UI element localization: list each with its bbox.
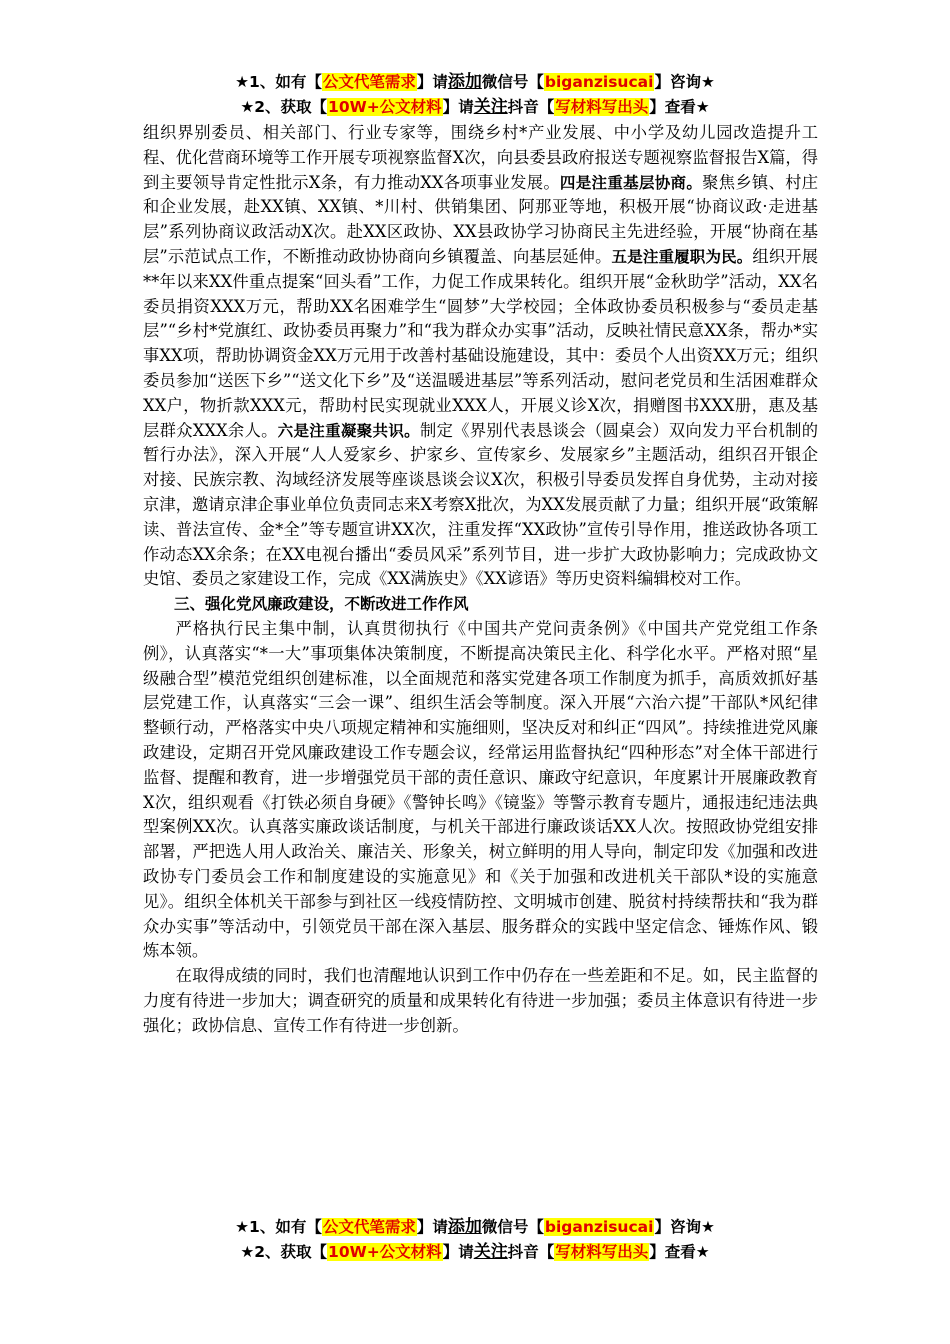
bold-lead: 四是注重基层协商。: [559, 173, 703, 192]
banner-highlight: biganzisucai: [544, 1218, 654, 1236]
banner-highlight: 写材料写出头: [555, 1243, 649, 1261]
banner-highlight: 写材料写出头: [555, 98, 649, 116]
body-text: 制定《界别代表恳谈会（圆桌会）双向发力平台机制的暂行办法》，深入开展“人人爱家乡、护家乡、宣传家乡、发展家乡”主题活动，组织召开银企对接、民族宗教、沟域经济发展等座谈恳谈会议X次，积极引导委员发挥自身优势，主动对接京津，邀请京津企事业单位负责同志来X考察X批次，为XX发展贡献了力量；组织开展“政策解读、普法宣传、金*全”等专题宣讲XX次，注重发挥“XX政协”宣传引导作用，推送政协各项工作动态XX余条；在XX电视台播出“委员风采”系列节目，进一步扩大政协影响力；完成政协文史馆、委员之家建设工作，完成《XX满族史》《XX谚语》等历史资料编辑校对工作。: [143, 420, 818, 589]
banner-underlined: 关注: [473, 97, 508, 117]
paragraph: 在取得成绩的同时，我们也清醒地认识到工作中仍存在一些差距和不足。如，民主监督的力度有待进一步加大；调查研究的质量和成果转化有待进一步加强；委员主体意识有待进一步强化；政协信息、宣传工作有待进一步创新。: [143, 966, 818, 1035]
body-text: 组织界别委员、相关部门、行业专家等，围绕乡村*产业发展、中小学及幼儿园改造提升工程、优化营商环境等工作开展专项视察监督X次，向县委县政府报送专题视察监督报告X篇，得到主要领导肯定性批示X条，有力推动XX各项事业发展。: [143, 123, 818, 192]
banner-text: 】查看★: [649, 1243, 710, 1261]
banner-highlight: 公文代笔需求: [322, 1218, 416, 1236]
footer-banner: [0, 1215, 950, 1265]
banner-text: 】请: [416, 1218, 448, 1236]
banner-highlight: 10W+公文材料: [328, 1243, 442, 1261]
banner-text: 】请: [416, 73, 448, 91]
banner-text: 抖音【: [507, 98, 555, 116]
banner-text: 微信号【: [481, 1218, 544, 1236]
section-heading: 三、强化党风廉政建设，不断改进工作作风: [174, 595, 469, 614]
document-body: [143, 121, 818, 1038]
banner-text: 】请: [442, 1243, 474, 1261]
body-text: 聚焦乡镇、村庄和企业发展，赴XX镇、XX镇、*川村、供销集团、阿那亚等地，积极开展“协商议政·走进基层”系列协商议政活动X次。赴XX区政协、XX县政协学习协商民主先进经验，开展“协商在基层”示范试点工作，不断推动政协协商向乡镇覆盖、向基层延伸。: [143, 172, 818, 266]
bold-lead: 六是注重凝聚共识。: [277, 421, 420, 440]
paragraph: 严格执行民主集中制，认真贯彻执行《中国共产党问责条例》《中国共产党党组工作条例》，认真落实“*一大”事项集体决策制度，不断提高决策民主化、科学化水平。严格对照“星级融合型”模范党组织创建标准，以全面规范和落实党建各项工作制度为抓手，高质效抓好基层党建工作，认真落实“三会一课”、组织生活会等制度。深入开展“六治六提”干部队*风纪律整顿行动，严格落实中央八项规定精神和实施细则，坚决反对和纠正“四风”。持续推进党风廉政建设，定期召开党风廉政建设工作专题会议，经常运用监督执纪“四种形态”对全体干部进行监督、提醒和教育，进一步增强党员干部的责任意识、廉政守纪意识，年度累计开展廉政教育X次，组织观看《打铁必须自身硬》《警钟长鸣》《镜鉴》等警示教育专题片，通报违纪违法典型案例XX次。认真落实廉政谈话制度，与机关干部进行廉政谈话XX人次。按照政协党组安排部署，严把选人用人政治关、廉洁关、形象关，树立鲜明的用人导向，制定印发《加强和改进政协专门委员会工作和制度建设的实施意见》和《关于加强和改进机关干部队*设的实施意见》。组织全体机关干部参与到社区一线疫情防控、文明城市创建、脱贫村持续帮扶和“我为群众办实事”等活动中，引领党员干部在深入基层、服务群众的实践中坚定信念、锤炼作风、锻炼本领。: [143, 618, 818, 961]
banner-text: 微信号【: [481, 73, 544, 91]
banner-text: 】查看★: [649, 98, 710, 116]
banner-text: 】请: [442, 98, 474, 116]
banner-text: 】咨询★: [654, 1218, 715, 1236]
banner-highlight: biganzisucai: [544, 73, 654, 91]
banner-text: ★1、如有【: [235, 73, 322, 91]
banner-highlight: 10W+公文材料: [328, 98, 442, 116]
banner-highlight: 公文代笔需求: [322, 73, 416, 91]
paragraph-continued: [143, 121, 818, 592]
banner-text: ★2、获取【: [240, 98, 328, 116]
banner-underlined: 关注: [473, 1242, 508, 1262]
banner-text: ★2、获取【: [240, 1243, 328, 1261]
banner-text: ★1、如有【: [235, 1218, 322, 1236]
banner-underlined: 添加: [447, 1217, 482, 1237]
banner-line-2: [0, 1240, 950, 1265]
banner-underlined: 添加: [447, 72, 482, 92]
bold-lead: 五是注重履职为民。: [611, 247, 753, 266]
header-banner: [0, 70, 950, 120]
banner-text: 】咨询★: [654, 73, 715, 91]
body-text: 组织开展**年以来XX件重点提案“回头看”工作，力促工作成果转化。组织开展“金秋助学”活动，XX名委员捐资XXX万元，帮助XX名困难学生“圆梦”大学校园；全体政协委员积极参与“委员走基层”“乡村*党旗红、政协委员再聚力”和“我为群众办实事”活动，反映社情民意XX条，帮办*实事XX项，帮助协调资金XX万元用于改善村基础设施建设，其中：委员个人出资XX万元；组织委员参加“送医下乡”“送文化下乡”及“送温暖进基层”等系列活动，慰问老党员和生活困难群众XX户，物折款XXX元，帮助村民实现就业XXX人，开展义诊X次，捐赠图书XXX册，惠及基层群众XXX余人。: [143, 246, 818, 440]
banner-line-2: [0, 95, 950, 120]
banner-line-1: [0, 1215, 950, 1240]
banner-text: 抖音【: [507, 1243, 555, 1261]
banner-line-1: [0, 70, 950, 95]
